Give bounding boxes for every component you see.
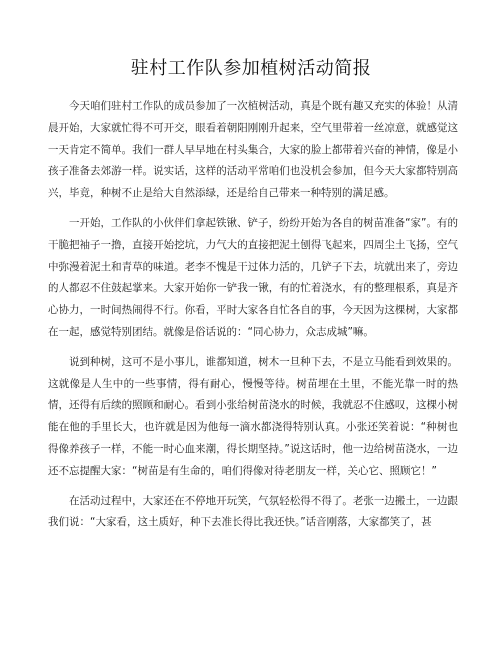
document-title: 驻村工作队参加植树活动简报 xyxy=(130,58,372,79)
document-body xyxy=(48,96,458,542)
paragraph: 今天咱们驻村工作队的成员参加了一次植树活动，真是个既有趣又充实的体验！从清晨开始，大家就忙得不可开交，眼看着朝阳刚刚升起来，空气里带着一丝凉意，就感觉这一天肯定不简单。我们一群人早早地在村头集合，大家的脸上都带着兴奋的神情，像是小孩子准备去郊游一样。说实话，这样的活动平常咱们也没机会参加，但今天大家都特别高兴，毕竟，种树不止是给大自然添绿，还是给自己带来一种特别的满足感。 xyxy=(48,100,458,200)
paragraph: 在活动过程中，大家还在不停地开玩笑，气氛轻松得不得了。老张一边搬土，一边跟我们说：“大家看，这土质好，种下去准长得比我还快。”话音刚落，大家都笑了，甚 xyxy=(48,494,458,529)
paragraph: 说到种树，这可不是小事儿，谁都知道，树木一旦种下去，不是立马能看到效果的。这就像是人生中的一些事情，得有耐心，慢慢等待。树苗埋在土里，不能光靠一时的热情，还得有后续的照顾和耐心。看到小张给树苗浇水的时候，我就忍不住感叹，这棵小树能在他的手里长大，也许就是因为他每一滴水都浇得特别认真。小张还笑着说：“种树也得像养孩子一样，不能一时心血来潮，得长期坚持。”说这话时，他一边给树苗浇水，一边还不忘提醒大家：“树苗是有生命的，咱们得像对待老朋友一样，关心它、照顾它！” xyxy=(48,355,458,477)
paragraph: 一开始，工作队的小伙伴们拿起铁锹、铲子，纷纷开始为各自的树苗准备“家”。有的干脆把袖子一撸，直接开始挖坑，力气大的直接把泥土刨得飞起来，四周尘土飞扬，空气中弥漫着泥土和青草的味道。老李不愧是干过体力活的，几铲子下去，坑就出来了，旁边的人都忍不住鼓起掌来。大家开始你一铲我一锹，有的忙着浇水，有的整理根系，真是齐心协力，一时间热闹得不行。你看，平时大家各自忙各自的事，今天因为这棵树，大家都在一起，感觉特别团结。就像是俗话说的：“同心协力，众志成城”嘛。 xyxy=(48,216,458,338)
